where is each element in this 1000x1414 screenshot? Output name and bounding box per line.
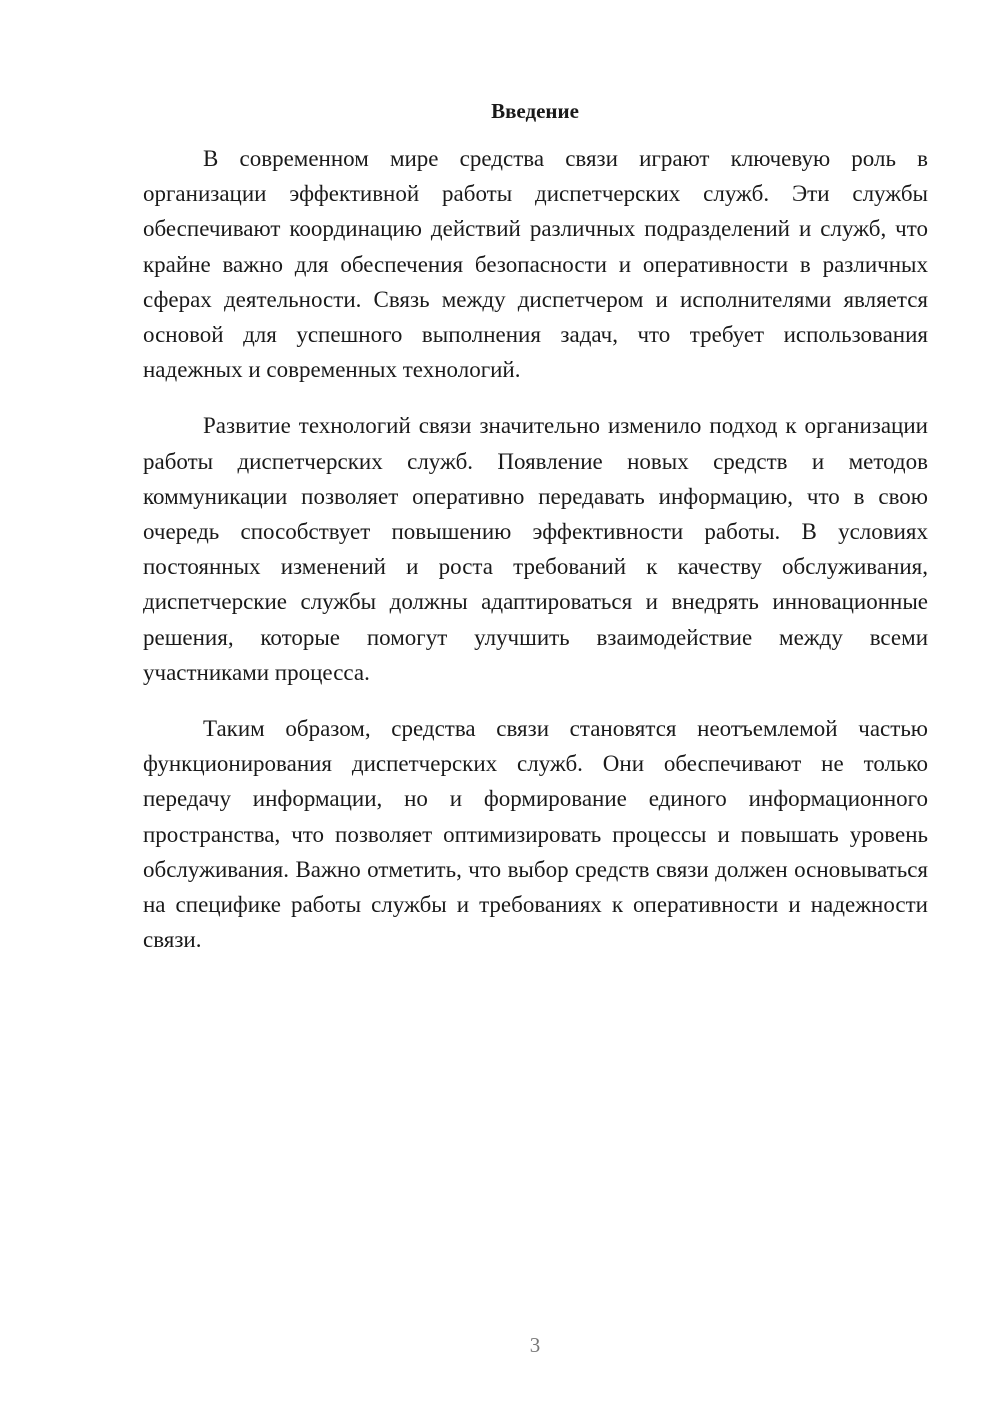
body-text [143,141,928,978]
paragraph-1: В современном мире средства связи играют ключевую роль в организации эффективной работы диспетчерских служб. Эти службы обеспечивают координацию действий различных подразделений и служб, что крайне важно для обеспечения безопасности и оперативности в различных сферах деятельности. Связь между диспетчером и исполнителями является основой для успешного выполнения задач, что требует использования надежных и современных технологий. [143,146,928,383]
page-number: 3 [529,1333,541,1357]
paragraph-3: Таким образом, средства связи становятся неотъемлемой частью функционирования диспетчерских служб. Они обеспечивают не только передачу информации, но и формирование единого информационного пространства, что позволяет оптимизировать процессы и повышать уровень обслуживания. Важно отметить, что выбор средств связи должен основываться на специфике работы службы и требованиях к оперативности и надежности связи. [143,716,928,953]
paragraph-2: Развитие технологий связи значительно изменило подход к организации работы диспетчерских служб. Появление новых средств и методов коммуникации позволяет оперативно передавать информацию, что в свою очередь способствует повышению эффективности работы. В условиях постоянных изменений и роста требований к качеству обслуживания, диспетчерские службы должны адаптироваться и внедрять инновационные решения, которые помогут улучшить взаимодействие между всеми участниками процесса. [143,413,928,685]
section-heading: Введение [491,99,579,123]
